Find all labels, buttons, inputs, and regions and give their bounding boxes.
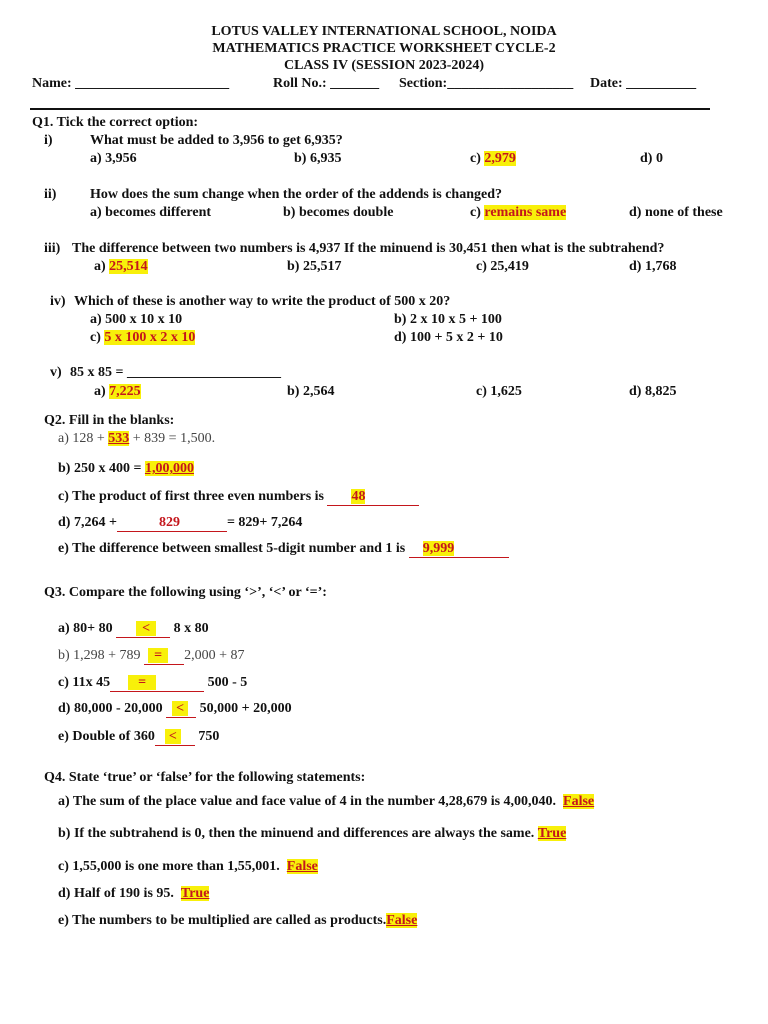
- q1-title: Q1. Tick the correct option:: [32, 115, 199, 130]
- q4-c: c) 1,55,000 is one more than 1,55,001. False: [58, 859, 318, 874]
- q3-e: e) Double of 360 < 750: [58, 729, 220, 744]
- q1-iv-answer: 5 x 100 x 2 x 10: [104, 330, 196, 345]
- q1-i-answer: 2,979: [484, 151, 516, 166]
- q1-v-answer: 7,225: [109, 384, 141, 399]
- q1-iv-opt-b: b) 2 x 10 x 5 + 100: [394, 312, 502, 327]
- q1-iv-question: Which of these is another way to write the product of 500 x 20?: [74, 294, 451, 309]
- q4-d-answer: True: [180, 886, 210, 901]
- q4-b-answer: True: [537, 826, 567, 841]
- q4-e-answer: False: [386, 913, 418, 928]
- school-name: LOTUS VALLEY INTERNATIONAL SCHOOL, NOIDA: [211, 24, 557, 39]
- q4-title: Q4. State ‘true’ or ‘false’ for the following statements:: [44, 770, 366, 785]
- q1-v-opt-c: c) 1,625: [476, 384, 522, 399]
- q1-i-opt-b: b) 6,935: [294, 151, 342, 166]
- q3-d-answer: <: [172, 701, 188, 716]
- q1-ii-answer: remains same: [484, 205, 567, 220]
- name-field: Name: ______________________: [32, 76, 230, 91]
- class-session: CLASS IV (SESSION 2023-2024): [283, 58, 485, 73]
- q1-iii-num: iii): [44, 241, 61, 256]
- q1-i-question: What must be added to 3,956 to get 6,935?: [90, 133, 343, 148]
- q2-c: c) The product of first three even numbers is 48: [58, 489, 419, 506]
- q3-b-answer: =: [148, 648, 168, 663]
- q4-b: b) If the subtrahend is 0, then the minuend and differences are always the same. True: [58, 826, 567, 841]
- q3-c-answer: =: [128, 675, 156, 690]
- q3-c: c) 11x 45 = 500 - 5: [58, 675, 248, 690]
- q1-ii-question: How does the sum change when the order of the addends is changed?: [90, 187, 502, 202]
- q2-b-answer: 1,00,000: [144, 461, 194, 476]
- q1-v-opt-b: b) 2,564: [287, 384, 335, 399]
- q2-c-answer: 48: [351, 489, 366, 504]
- header-divider: [30, 108, 710, 110]
- q1-v-num: v): [50, 365, 62, 380]
- q4-c-answer: False: [286, 859, 318, 874]
- section-field: Section:__________________: [399, 76, 574, 91]
- q4-d: d) Half of 190 is 95. True: [58, 886, 210, 901]
- q3-title: Q3. Compare the following using ‘>’, ‘<’ or ‘=’:: [44, 585, 327, 600]
- q2-a-answer: 533: [108, 431, 130, 446]
- q1-iii-opt-a: a) 25,514: [94, 259, 148, 274]
- q1-iii-opt-d: d) 1,768: [629, 259, 677, 274]
- q3-b: b) 1,298 + 789 = 2,000 + 87: [58, 648, 245, 663]
- q1-ii-opt-a: a) becomes different: [90, 205, 212, 220]
- q1-ii-opt-b: b) becomes double: [283, 205, 394, 220]
- q1-i-opt-d: d) 0: [640, 151, 663, 166]
- q2-e-answer: 9,999: [422, 541, 455, 556]
- q1-v-opt-d: d) 8,825: [629, 384, 677, 399]
- worksheet-title: MATHEMATICS PRACTICE WORKSHEET CYCLE-2: [212, 41, 556, 56]
- q1-iv-opt-a: a) 500 x 10 x 10: [90, 312, 183, 327]
- q2-d-answer: 829: [158, 515, 180, 530]
- roll-no-field: Roll No.: _______: [273, 76, 380, 91]
- q4-a: a) The sum of the place value and face value of 4 in the number 4,28,679 is 4,00,040. False: [58, 794, 595, 809]
- date-field: Date: __________: [590, 76, 697, 91]
- q1-iv-num: iv): [50, 294, 66, 309]
- q1-iii-answer: 25,514: [109, 259, 148, 274]
- q1-iii-opt-c: c) 25,419: [476, 259, 529, 274]
- q3-a-answer: <: [136, 621, 156, 636]
- q1-iv-opt-c: c) 5 x 100 x 2 x 10: [90, 330, 196, 345]
- q2-d: d) 7,264 + 829 = 829+ 7,264: [58, 515, 303, 530]
- q1-iv-opt-d: d) 100 + 5 x 2 + 10: [394, 330, 503, 345]
- q1-v-question: 85 x 85 = ______________________: [70, 365, 281, 380]
- q1-ii-num: ii): [44, 187, 57, 202]
- q1-v-opt-a: a) 7,225: [94, 384, 141, 399]
- q3-a: a) 80+ 80 < 8 x 80: [58, 621, 209, 636]
- q2-b: b) 250 x 400 = 1,00,000: [58, 461, 194, 476]
- q4-e: e) The numbers to be multiplied are called as products.False: [58, 913, 418, 928]
- q3-d: d) 80,000 - 20,000 < 50,000 + 20,000: [58, 701, 292, 716]
- q2-e: e) The difference between smallest 5-digit number and 1 is 9,999: [58, 541, 509, 558]
- q1-i-opt-c: c) 2,979: [470, 151, 516, 166]
- q2-a: a) 128 + 533 + 839 = 1,500.: [58, 431, 216, 446]
- q1-iii-question: The difference between two numbers is 4,937 If the minuend is 30,451 then what is the subtrahend?: [72, 241, 665, 256]
- q1-ii-opt-c: c) remains same: [470, 205, 567, 220]
- q1-iii-opt-b: b) 25,517: [287, 259, 342, 274]
- q1-i-num: i): [44, 133, 53, 148]
- q1-ii-opt-d: d) none of these: [629, 205, 723, 220]
- q4-a-answer: False: [563, 794, 595, 809]
- q2-title: Q2. Fill in the blanks:: [44, 413, 175, 428]
- q1-i-opt-a: a) 3,956: [90, 151, 137, 166]
- q3-e-answer: <: [165, 729, 181, 744]
